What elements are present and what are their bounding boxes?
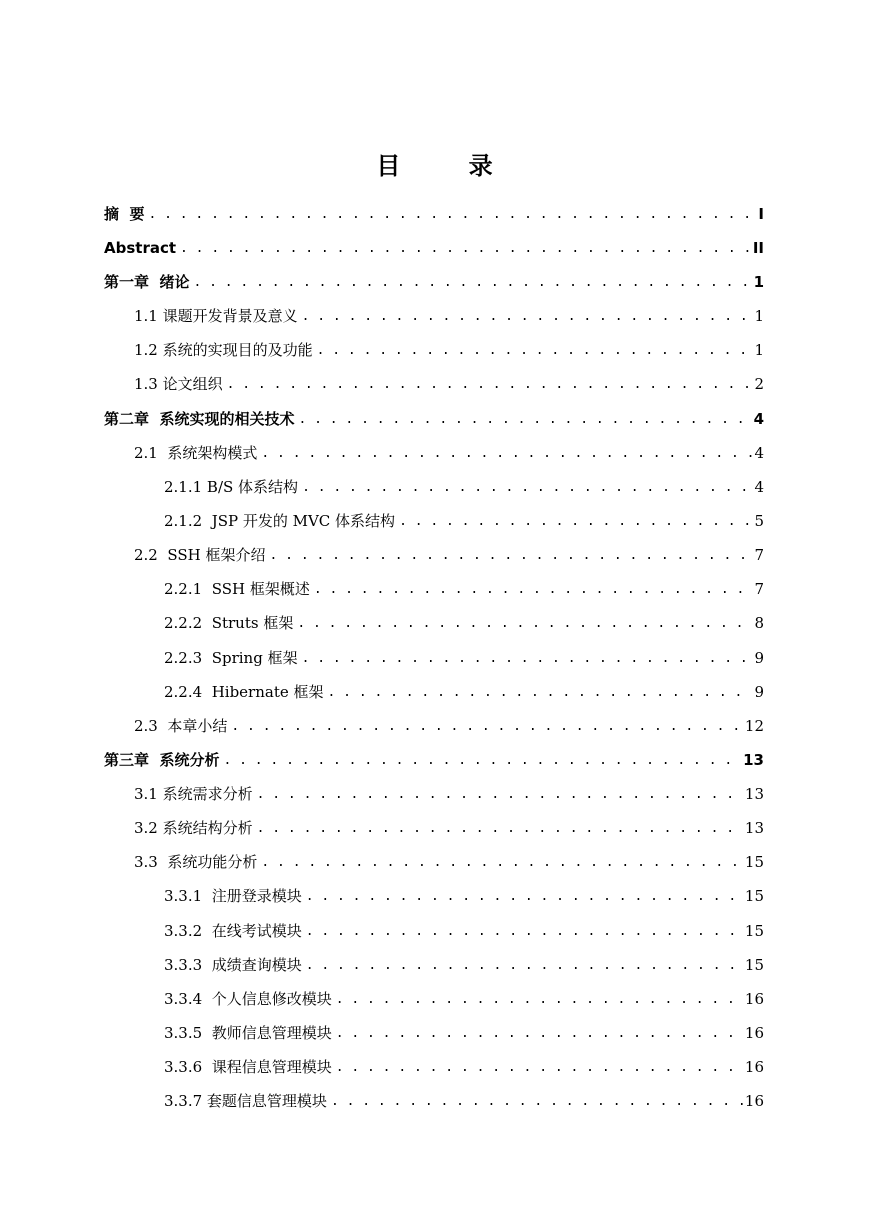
toc-dot-leader (302, 477, 752, 497)
toc-entry[interactable] (0, 405, 764, 429)
toc-entry-label: 2.2 SSH 框架介绍 (134, 546, 266, 564)
toc-dot-leader (314, 579, 753, 599)
toc-entry-page: 13 (744, 819, 764, 837)
toc-entry-label: 1.1 课题开发背景及意义 (134, 307, 298, 325)
toc-entry-page: 15 (744, 956, 764, 974)
toc-entry-label: 2.1 系统架构模式 (134, 444, 258, 462)
toc-entry-page: 16 (744, 1058, 764, 1076)
toc-dot-leader (261, 443, 752, 463)
toc-entry[interactable] (0, 712, 764, 736)
toc-entry[interactable] (0, 336, 764, 360)
toc-dot-leader (148, 204, 754, 224)
toc-entry-label: 2.2.2 Struts 框架 (164, 614, 294, 632)
toc-entry-label: 3.1 系统需求分析 (134, 785, 253, 803)
toc-entry[interactable] (0, 814, 764, 838)
toc-entry-page: 13 (744, 785, 764, 803)
toc-entry-page: 1 (754, 307, 764, 325)
toc-entry-page: 7 (754, 546, 764, 564)
toc-dot-leader (302, 306, 753, 326)
toc-entry-page: 2 (754, 375, 764, 393)
toc-entry-label: 3.3.4 个人信息修改模块 (164, 990, 332, 1008)
toc-entry[interactable] (0, 951, 764, 975)
toc-entry[interactable] (0, 234, 764, 258)
toc-entry-label: 第三章 系统分析 (104, 751, 220, 769)
toc-entry[interactable] (0, 1087, 764, 1111)
toc-entry-page: 9 (754, 649, 764, 667)
toc-entry[interactable] (0, 746, 764, 770)
toc-dot-leader (399, 511, 752, 531)
toc-entry-page: 4 (753, 410, 764, 428)
toc-entry-label: 3.3.6 课程信息管理模块 (164, 1058, 332, 1076)
toc-entry-page: 16 (744, 1092, 764, 1110)
toc-entry-label: 2.3 本章小结 (134, 717, 228, 735)
toc-entry[interactable] (0, 200, 764, 224)
toc-dot-leader (270, 545, 753, 565)
toc-entry[interactable] (0, 644, 764, 668)
toc-dot-leader (306, 921, 743, 941)
toc-entry-label: 2.2.4 Hibernate 框架 (164, 683, 324, 701)
toc-entry[interactable] (0, 609, 764, 633)
toc-entry-page: 1 (754, 341, 764, 359)
toc-entry[interactable] (0, 882, 764, 906)
toc-dot-leader (336, 989, 743, 1009)
toc-entry[interactable] (0, 268, 764, 292)
toc-entry-page: 9 (754, 683, 764, 701)
toc-entry-label: 第一章 绪论 (104, 273, 190, 291)
toc-dot-leader (180, 238, 751, 258)
toc-entry[interactable] (0, 678, 764, 702)
toc-dot-leader (306, 955, 743, 975)
toc-dot-leader (257, 818, 743, 838)
toc-dot-leader (328, 682, 753, 702)
toc-entry-page: 8 (754, 614, 764, 632)
toc-dot-leader (336, 1057, 743, 1077)
toc-entry[interactable] (0, 780, 764, 804)
toc-dot-leader (193, 272, 751, 292)
toc-entry-label: 3.3 系统功能分析 (134, 853, 258, 871)
toc-entry-label: 第二章 系统实现的相关技术 (104, 410, 295, 428)
toc-entry[interactable] (0, 370, 764, 394)
toc-entry-label: 3.3.3 成绩查询模块 (164, 956, 302, 974)
toc-entry-page: 16 (744, 990, 764, 1008)
toc-entry[interactable] (0, 302, 764, 326)
toc-entry-label: 2.2.1 SSH 框架概述 (164, 580, 310, 598)
toc-dot-leader (297, 613, 752, 633)
toc-dot-leader (231, 716, 743, 736)
toc-entry-label: 摘 要 (104, 205, 145, 223)
toc-entry-label: 2.1.1 B/S 体系结构 (164, 478, 299, 496)
toc-entry[interactable] (0, 439, 764, 463)
toc-entry-page: 12 (744, 717, 764, 735)
toc-entry[interactable] (0, 575, 764, 599)
toc-entry[interactable] (0, 848, 764, 872)
toc-entry-page: I (758, 205, 764, 223)
toc-dot-leader (302, 648, 753, 668)
toc-entry-page: 4 (754, 478, 764, 496)
toc-entry-label: 3.3.1 注册登录模块 (164, 887, 302, 905)
toc-entry[interactable] (0, 985, 764, 1009)
toc-entry[interactable] (0, 1019, 764, 1043)
toc-dot-leader (317, 340, 753, 360)
toc-entry-page: 5 (754, 512, 764, 530)
toc-dot-leader (227, 374, 753, 394)
toc-entry-page: 16 (744, 1024, 764, 1042)
toc-entry-page: 1 (753, 273, 764, 291)
toc-entry[interactable] (0, 507, 764, 531)
toc-entry[interactable] (0, 1053, 764, 1077)
toc-entry-page: 4 (754, 444, 764, 462)
toc-entry-label: Abstract (104, 239, 177, 257)
toc-entry-page: 7 (754, 580, 764, 598)
toc-dot-leader (331, 1091, 743, 1111)
toc-entry[interactable] (0, 917, 764, 941)
toc-dot-leader (257, 784, 743, 804)
toc-entry-page: 13 (743, 751, 764, 769)
toc-entry-label: 3.3.2 在线考试模块 (164, 922, 302, 940)
toc-entry-label: 3.3.7 套题信息管理模块 (164, 1092, 327, 1110)
toc-entry[interactable] (0, 541, 764, 565)
toc-dot-leader (261, 852, 743, 872)
toc-entry-label: 3.3.5 教师信息管理模块 (164, 1024, 332, 1042)
toc-dot-leader (336, 1023, 743, 1043)
toc-entry-label: 2.2.3 Spring 框架 (164, 649, 298, 667)
toc-entry-label: 1.3 论文组织 (134, 375, 223, 393)
toc-entry-page: 15 (744, 887, 764, 905)
toc-entry-page: II (752, 239, 764, 257)
toc-entry-page: 15 (744, 922, 764, 940)
toc-dot-leader (306, 886, 743, 906)
toc-dot-leader (223, 750, 741, 770)
page-title: 目 录 (376, 152, 523, 180)
toc-entry-label: 3.2 系统结构分析 (134, 819, 253, 837)
toc-entry[interactable] (0, 473, 764, 497)
toc-entry-label: 1.2 系统的实现目的及功能 (134, 341, 313, 359)
toc-entry-page: 15 (744, 853, 764, 871)
toc-dot-leader (298, 409, 751, 429)
toc-entry-label: 2.1.2 JSP 开发的 MVC 体系结构 (164, 512, 396, 530)
